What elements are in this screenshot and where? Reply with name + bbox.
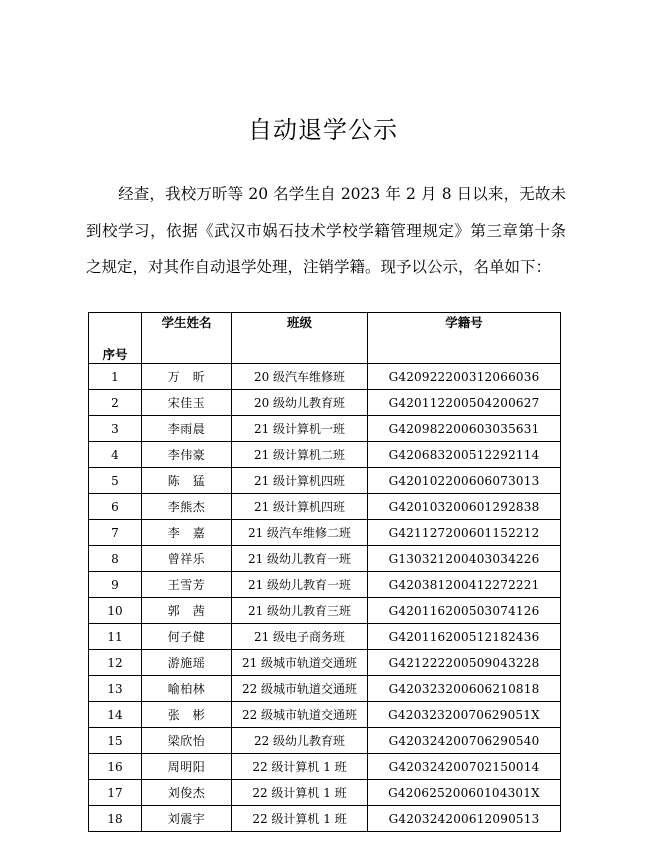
row-student-id: G130321200403034226 — [368, 546, 561, 572]
row-seq: 13 — [89, 676, 142, 702]
row-seq: 15 — [89, 728, 142, 754]
row-class: 21 级汽车维修二班 — [232, 520, 368, 546]
row-seq: 11 — [89, 624, 142, 650]
row-seq: 9 — [89, 572, 142, 598]
row-student-name: 李伟豪 — [142, 442, 232, 468]
row-class: 21 级幼儿教育三班 — [232, 598, 368, 624]
row-class: 20 级汽车维修班 — [232, 364, 368, 390]
row-student-name: 李雨晨 — [142, 416, 232, 442]
row-student-name: 周明阳 — [142, 754, 232, 780]
row-seq: 3 — [89, 416, 142, 442]
row-student-id: G420381200412272221 — [368, 572, 561, 598]
row-student-id: G420922200312066036 — [368, 364, 561, 390]
row-student-id: G420324200706290540 — [368, 728, 561, 754]
row-student-id: G421127200601152212 — [368, 520, 561, 546]
table-row — [89, 702, 561, 728]
row-seq: 7 — [89, 520, 142, 546]
row-student-name: 喻柏林 — [142, 676, 232, 702]
row-student-id: G420116200512182436 — [368, 624, 561, 650]
table-row — [89, 728, 561, 754]
header-student-name: 学生姓名 — [142, 313, 232, 364]
row-class: 21 级城市轨道交通班 — [232, 650, 368, 676]
table-row — [89, 364, 561, 390]
table-row — [89, 390, 561, 416]
row-class: 22 级计算机 1 班 — [232, 806, 368, 832]
row-seq: 18 — [89, 806, 142, 832]
row-student-name: 梁欣怡 — [142, 728, 232, 754]
table-row — [89, 780, 561, 806]
table-row — [89, 806, 561, 832]
table-row — [89, 598, 561, 624]
table-row — [89, 572, 561, 598]
row-class: 21 级计算机二班 — [232, 442, 368, 468]
row-student-name: 曾祥乐 — [142, 546, 232, 572]
row-seq: 5 — [89, 468, 142, 494]
row-student-id: G420323200606210818 — [368, 676, 561, 702]
row-student-id: G42032320070629051X — [368, 702, 561, 728]
row-student-name: 李 嘉 — [142, 520, 232, 546]
table-row — [89, 468, 561, 494]
row-student-id: G420683200512292114 — [368, 442, 561, 468]
row-class: 22 级计算机 1 班 — [232, 754, 368, 780]
notice-paragraph-text: 经查，我校万昕等 20 名学生自 2023 年 2 月 8 日以来，无故未到校学习，依据《武汉市娲石技术学校学籍管理规定》第三章第十条之规定，对其作自动退学处理，注销学籍。现予以公示，名单如下： — [86, 185, 566, 276]
row-student-id: G420103200601292838 — [368, 494, 561, 520]
row-seq: 6 — [89, 494, 142, 520]
row-student-name: 张 彬 — [142, 702, 232, 728]
row-student-name: 刘俊杰 — [142, 780, 232, 806]
row-seq: 17 — [89, 780, 142, 806]
row-student-name: 陈 猛 — [142, 468, 232, 494]
table-row — [89, 624, 561, 650]
table-row — [89, 520, 561, 546]
table-row — [89, 494, 561, 520]
table-body — [89, 364, 561, 832]
row-student-name: 何子健 — [142, 624, 232, 650]
table-row — [89, 416, 561, 442]
row-seq: 8 — [89, 546, 142, 572]
row-student-id: G421222200509043228 — [368, 650, 561, 676]
row-student-name: 王雪芳 — [142, 572, 232, 598]
row-student-id: G420324200702150014 — [368, 754, 561, 780]
withdrawal-roster-table — [88, 312, 561, 832]
page-title: 自动退学公示 — [248, 116, 398, 144]
row-class: 21 级幼儿教育一班 — [232, 572, 368, 598]
row-seq: 2 — [89, 390, 142, 416]
row-student-id: G420982200603035631 — [368, 416, 561, 442]
row-student-id: G420112200504200627 — [368, 390, 561, 416]
row-student-name: 李熊杰 — [142, 494, 232, 520]
row-class: 21 级计算机四班 — [232, 494, 368, 520]
header-seq: 序号 — [89, 313, 142, 364]
row-student-name: 郭 茜 — [142, 598, 232, 624]
row-seq: 1 — [89, 364, 142, 390]
row-seq: 4 — [89, 442, 142, 468]
row-seq: 10 — [89, 598, 142, 624]
row-class: 21 级电子商务班 — [232, 624, 368, 650]
table-row — [89, 546, 561, 572]
row-student-id: G42062520060104301X — [368, 780, 561, 806]
row-class: 22 级幼儿教育班 — [232, 728, 368, 754]
header-student-id: 学籍号 — [368, 313, 561, 364]
row-student-name: 游施瑶 — [142, 650, 232, 676]
row-student-id: G420102200606073013 — [368, 468, 561, 494]
row-student-name: 宋佳玉 — [142, 390, 232, 416]
row-class: 21 级幼儿教育一班 — [232, 546, 368, 572]
row-class: 22 级城市轨道交通班 — [232, 702, 368, 728]
row-class: 21 级计算机四班 — [232, 468, 368, 494]
table-row — [89, 676, 561, 702]
row-class: 22 级城市轨道交通班 — [232, 676, 368, 702]
row-class: 21 级计算机一班 — [232, 416, 368, 442]
header-class: 班级 — [232, 313, 368, 364]
row-seq: 14 — [89, 702, 142, 728]
table-row — [89, 442, 561, 468]
row-seq: 12 — [89, 650, 142, 676]
row-class: 22 级计算机 1 班 — [232, 780, 368, 806]
row-student-name: 万 昕 — [142, 364, 232, 390]
notice-paragraph — [86, 176, 566, 286]
row-student-id: G420116200503074126 — [368, 598, 561, 624]
row-seq: 16 — [89, 754, 142, 780]
row-student-name: 刘震宇 — [142, 806, 232, 832]
row-class: 20 级幼儿教育班 — [232, 390, 368, 416]
table-header-row — [89, 313, 561, 364]
row-student-id: G420324200612090513 — [368, 806, 561, 832]
table-row — [89, 650, 561, 676]
table-row — [89, 754, 561, 780]
